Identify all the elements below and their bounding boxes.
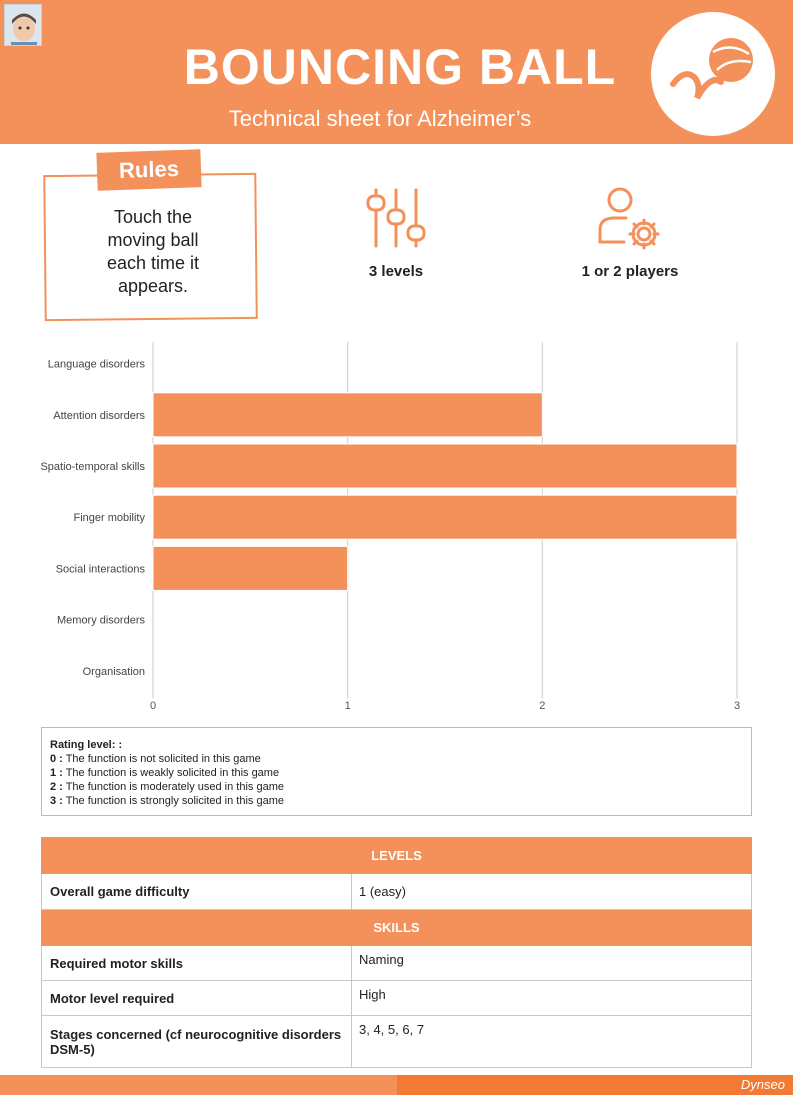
bar	[153, 495, 737, 539]
legend-item: 3 : The function is strongly solicited in this game	[50, 795, 284, 807]
legend-title: Rating level: :	[50, 739, 123, 751]
table-row-value: High	[352, 981, 752, 1016]
info-table	[41, 837, 752, 1068]
user-settings-icon	[596, 186, 662, 257]
page-subtitle: Technical sheet for Alzheimer’s	[228, 106, 532, 131]
feature-levels-label: 3 levels	[368, 263, 424, 280]
levels-header: LEVELS	[42, 838, 752, 874]
table-row-label: Required motor skills	[42, 946, 352, 981]
x-tick-label: 2	[539, 700, 546, 712]
table-row-value: Naming	[352, 946, 752, 981]
rules-text: Touch the moving ball each time it appears.	[106, 207, 200, 296]
legend-item: 0 : The function is not solicited in this game	[50, 753, 261, 765]
rules-tag: Rules	[96, 149, 201, 191]
footer-bar-right	[397, 1075, 793, 1095]
x-tick-label: 0	[149, 700, 157, 712]
legend-item: 2 : The function is moderately used in this game	[50, 781, 284, 793]
category-label: Attention disorders	[53, 409, 145, 422]
category-label: Social interactions	[55, 563, 145, 576]
table-row-label: Motor level required	[42, 981, 352, 1016]
bar	[153, 444, 737, 488]
bar	[153, 393, 542, 437]
footer-brand: Dynseo	[740, 1077, 785, 1092]
legend-item: 1 : The function is weakly solicited in this game	[50, 767, 280, 779]
category-label: Spatio-temporal skills	[40, 461, 145, 473]
rating-legend	[41, 727, 752, 816]
difficulty-value: 1 (easy)	[352, 874, 752, 910]
difficulty-label: Overall game difficulty	[42, 874, 352, 910]
sliders-icon	[362, 186, 428, 255]
category-label: Memory disorders	[56, 614, 145, 627]
x-tick-label: 3	[733, 700, 741, 712]
category-label: Finger mobility	[73, 512, 145, 525]
page-title: BOUNCING BALL	[183, 39, 617, 95]
bouncing-ball-logo-icon	[651, 12, 775, 136]
avatar	[4, 4, 42, 46]
logo-badge	[651, 12, 775, 136]
footer-bar-left	[0, 1075, 397, 1095]
category-label: Language disorders	[47, 358, 145, 371]
x-tick-label: 1	[344, 700, 351, 712]
skills-bar-chart	[0, 332, 793, 717]
table-row-value: 3, 4, 5, 6, 7	[352, 1016, 752, 1068]
feature-players-label: 1 or 2 players	[581, 263, 679, 280]
table-row-label: Stages concerned (cf neurocognitive disorders DSM-5)	[42, 1016, 352, 1068]
bar	[153, 546, 348, 590]
skills-header: SKILLS	[42, 910, 752, 946]
category-label: Organisation	[82, 665, 145, 678]
